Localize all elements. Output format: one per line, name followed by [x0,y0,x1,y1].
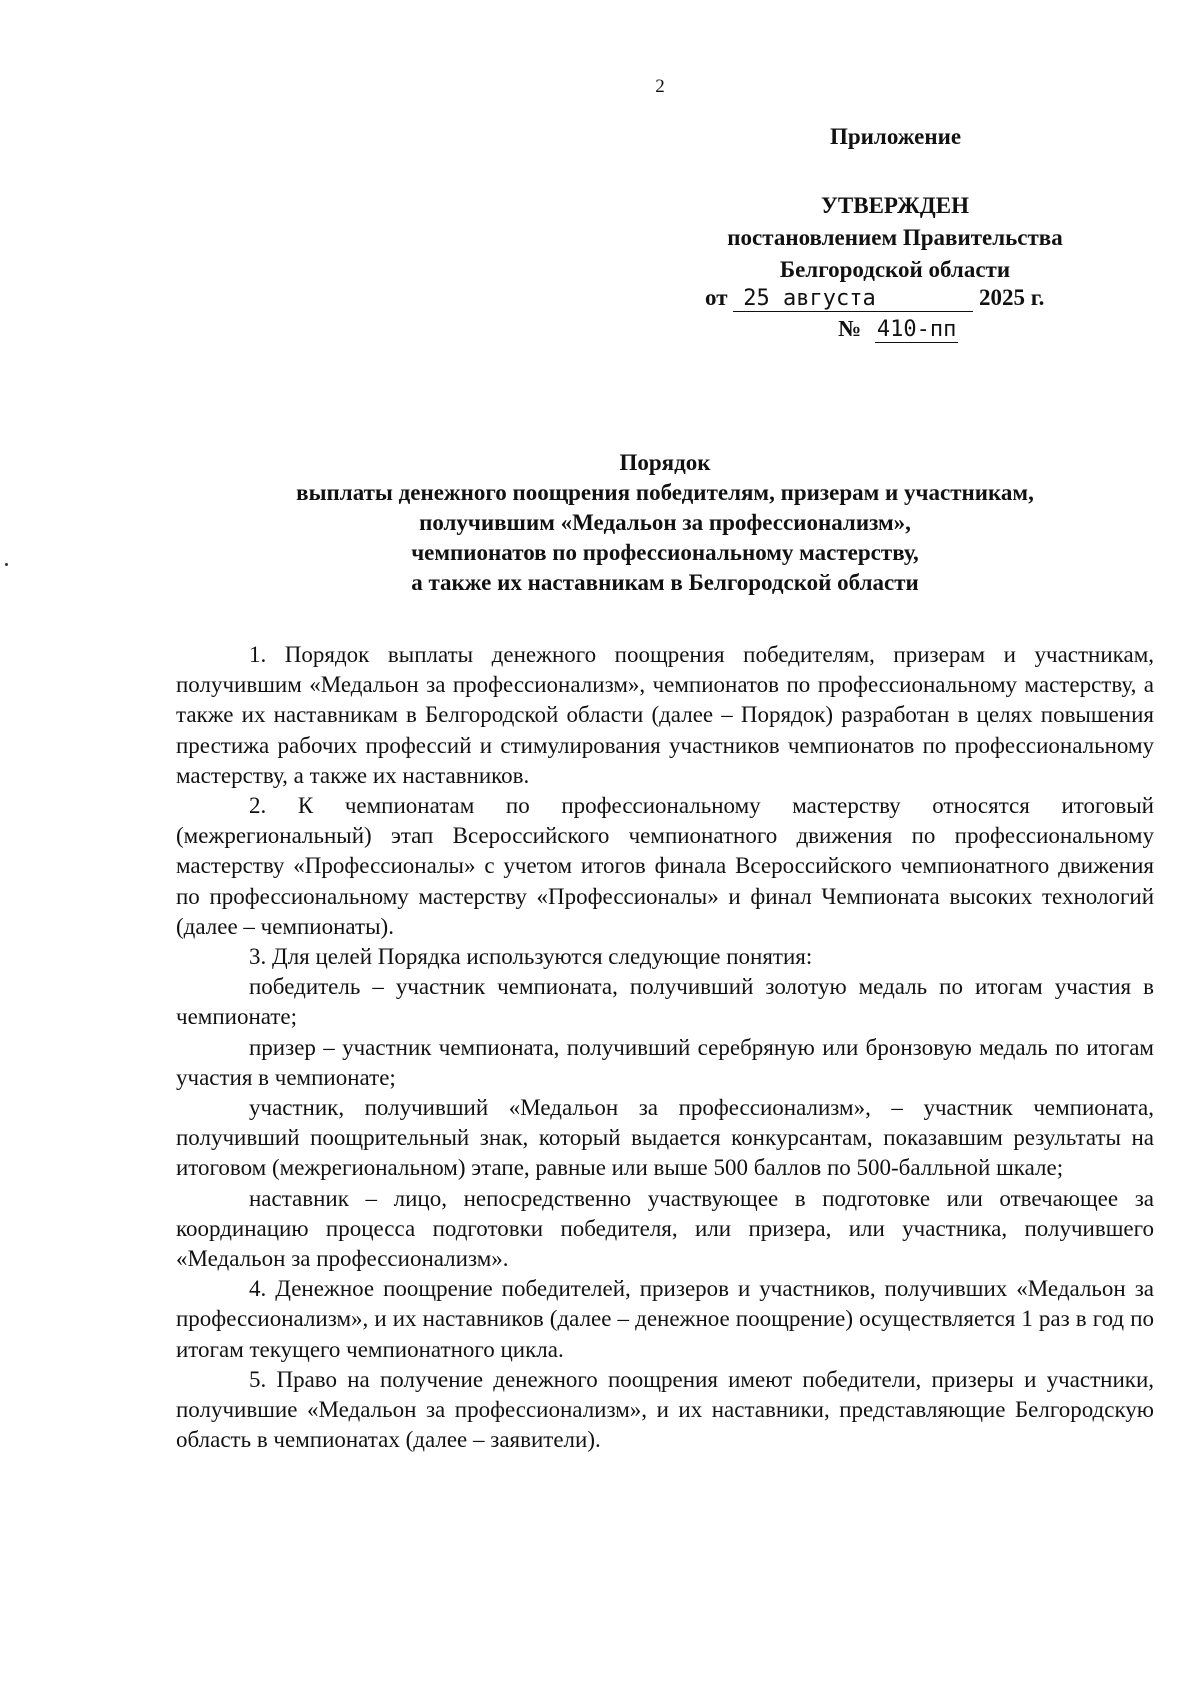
title-line-5: а также их наставникам в Белгородской области [411,570,919,595]
approval-decree: постановлением Правительства [727,225,1063,250]
paragraph-1: 1. Порядок выплаты денежного поощрения победителям, призерам и участникам, получившим «Медальон за профессионализм», чемпионатов по профессиональному мастерству, а также их наставникам в Белгородской области (далее – Порядок) разработан в целях повышения престижа рабочих профессий и стимулирования участников чемпионатов по профессиональному мастерству, а также их наставников. [176,642,1154,788]
definition-winner: победитель – участник чемпионата, получивший золотую медаль по итогам участия в чемпионате; [176,974,1154,1030]
number-prefix: № [838,316,862,341]
paragraph-4: 4. Денежное поощрение победителей, призеров и участников, получивших «Медальон за профессионализм», и их наставников (далее – денежное поощрение) осуществляется 1 раз в год по итогам текущего чемпионатного цикла. [176,1276,1154,1362]
definition-mentor: наставник – лицо, непосредственно участвующее в подготовке или отвечающее за координацию процесса подготовки победителя, или призера, или участника, получившего «Медальон за профессионализм». [176,1185,1154,1272]
approval-block [690,190,1100,286]
definition-medallion: участник, получивший «Медальон за профессионализм», – участник чемпионата, получивший поощрительный знак, который выдается конкурсантам, показавшим результаты на итоговом (межрегиональном) этапе, равные или выше 500 баллов по 500-балльной шкале; [176,1095,1154,1181]
title-line-1: Порядок [619,450,711,475]
paragraph-3: 3. Для целей Порядка используются следующие понятия: [249,944,813,970]
number-value: 410-пп [876,317,957,342]
document-body [176,640,1154,1455]
approval-approved: УТВЕРЖДЕН [821,193,969,218]
page-number: 2 [655,76,665,97]
scan-speck [5,563,8,566]
definition-prizewinner: призер – участник чемпионата, получивший серебряную или бронзовую медаль по итогам участия в чемпионате; [176,1034,1154,1090]
appendix-label: Приложение [830,124,962,149]
title-line-3: получившим «Медальон за профессионализм», [419,510,911,535]
document-title [170,448,1160,598]
title-line-2: выплаты денежного поощрения победителям, призерам и участникам, [296,480,1034,505]
title-line-4: чемпионатов по профессиональному мастерству, [411,540,919,565]
paragraph-5: 5. Право на получение денежного поощрения имеют победители, призеры и участники, получившие «Медальон за профессионализм», и их наставники, представляющие Белгородскую область в чемпионатах (далее – заявители). [176,1366,1154,1453]
date-suffix: 2025 г. [979,285,1045,310]
date-value: 25 августа [733,286,973,312]
date-prefix: от [705,285,728,310]
approval-number-line [838,316,987,343]
approval-region: Белгородской области [779,257,1011,282]
paragraph-2: 2. К чемпионатам по профессиональному мастерству относятся итоговый (межрегиональный) этап Всероссийского чемпионатного движения по профессиональному мастерству «Профессионалы» с учетом итогов финала Всероссийского чемпионатного движения по профессиональному мастерству «Профессионалы» и финал Чемпионата высоких технологий (далее – чемпионаты). [176,793,1154,939]
approval-date-line [705,285,1044,312]
